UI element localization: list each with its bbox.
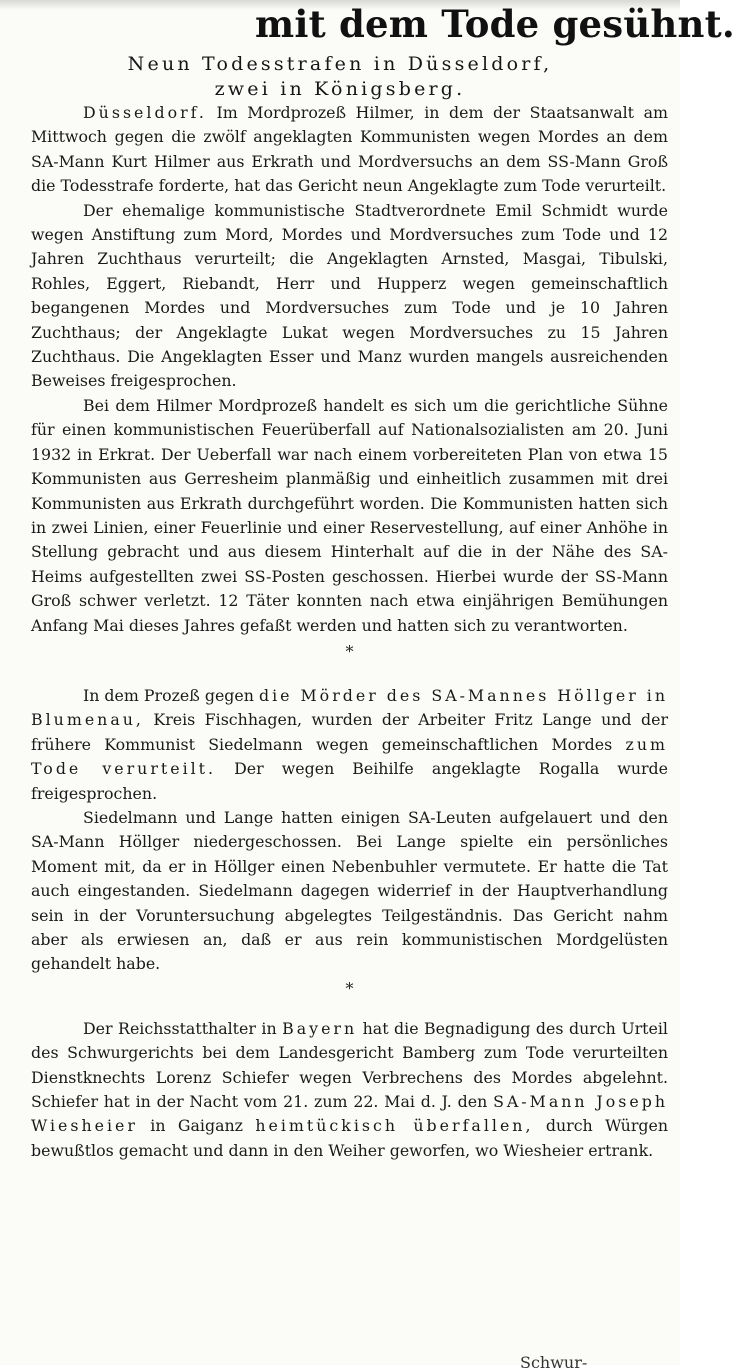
paragraph-6-spaced-3: heimtückisch überfallen, [255,1116,534,1136]
paragraph-sentences: Der ehemalige kommunistische Stadtverordnete Emil Schmidt wurde wegen Anstiftung zum Mord, Mordes und Mordversuches zum Tode und 12 Jahren Zuchthaus verurteilt; die Angeklagten Arnsted, Masgai, Tibulski, Rohles, Eggert, Riebandt, Herr und Hupperz wegen gemeinschaftlich begangenen Mordes und Mordversuches zum Tode und je 10 Jahren Zuchthaus; der Angeklagte Lukat wegen Mordversuches zu 15 Jahren Zuchthaus. Die Angeklagten Esser und Manz wurden mangels ausreichenden Beweises freigesprochen. [31,200,668,391]
section-divider-star-1: * [345,641,354,661]
paragraph-koenigsberg-details: Siedelmann und Lange hatten einigen SA-Leuten aufgelauert und den SA-Mann Höllger niedergeschossen. Bei Lange spielte ein persönliches Moment mit, da er in Höllger einen Nebenbuhler vermutete. Er hatte die Tat auch eingestanden. Siedelmann dagegen widerrief in der Hauptverhandlung sein in der Voruntersuchung abgelegtes Teilgeständnis. Das Gericht nahm aber als erwiesen an, daß er aus rein kommunistischen Mordgelüsten gehandelt habe. [31,807,668,974]
article-body [31,101,668,1163]
article-subheadline [60,52,620,102]
paragraph-6-text-b: hat die Begnadigung des durch Urteil des Schwurgerichts bei dem Landesgericht Bamberg zum Tode verurteilten Dienstknechts Lorenz Schiefer wegen Verbrechens des Mordes abgelehnt. Schiefer hat in der Nacht vom 21. zum 22. Mai d. J. den [31,1018,668,1112]
paragraph-6-text-a: Der Reichsstatthalter in [83,1018,283,1038]
paragraph-duesseldorf-verdict [31,101,668,199]
paragraph-6-spaced-1: Bayern [282,1018,358,1038]
paragraph-background: Bei dem Hilmer Mordprozeß handelt es sich um die gerichtliche Sühne für einen kommunistischen Feuerüberfall auf Nationalsozialisten am 20. Juni 1932 in Erkrat. Der Ueberfall war nach einem vorbereiteten Plan von etwa 15 Kommunisten aus Gerresheim planmäßig und einheitlich zusammen mit drei Kommunisten aus Erkrath durchgeführt worden. Die Kommunisten hatten sich in zwei Linien, einer Feuerlinie und einer Reservestellung, auf einer Anhöhe in Stellung gebracht und aus diesem Hinterhalt auf die in der Nähe des SA-Heims aufgestellten zwei SS-Posten geschossen. Hierbei wurde der SS-Mann Groß schwer verletzt. 12 Täter konnten nach etwa einjährigen Bemühungen Anfang Mai dieses Jahres gefaßt werden und hatten sich zu verantworten. [31,395,668,635]
paragraph-bavaria-pardon [31,1017,668,1163]
cut-off-next-line: Schwur- [520,1353,588,1372]
dateline-city: Düsseldorf. [83,103,207,122]
paragraph-6-spaced-2: SA-Mann Joseph Wiesheier [31,1092,668,1136]
subhead-line-1: Neun Todesstrafen in Düsseldorf, [127,53,553,75]
article-headline: mit dem Tode gesühnt. [255,2,735,46]
section-divider-star-2: * [345,978,354,998]
paragraph-6-text-c: in Gaiganz [137,1116,256,1136]
paragraph-6-text-d: durch Würgen bewußtlos gemacht und dann in den Weiher geworfen, wo Wiesheier ertrank. [31,1116,669,1160]
paragraph-koenigsberg-verdict [31,684,668,806]
paragraph-4-text-b: Kreis Fischhagen, wurden der Arbeiter Fritz Lange und der frühere Kommunist Siedelmann wegen gemeinschaftlichen Mordes [31,710,668,754]
paragraph-4-text-a: In dem Prozeß gegen [83,685,259,705]
paragraph-4-text-c: Der wegen Beihilfe angeklagte Rogalla wurde freigesprochen. [31,759,668,803]
paragraph-4-spaced-2: zum Tode verurteilt. [31,734,668,779]
paragraph-4-spaced-1: die Mörder des SA-Mannes Höllger in Blumenau, [31,685,669,730]
paragraph-1-text: Im Mordprozeß Hilmer, in dem der Staatsanwalt am Mittwoch gegen die zwölf angeklagten Kommunisten wegen Mordes an dem SA-Mann Kurt Hilmer aus Erkrath und Mordversuchs an dem SS-Mann Groß die Todesstrafe forderte, hat das Gericht neun Angeklagte zum Tode verurteilt. [31,103,668,196]
subhead-line-2: zwei in Königsberg. [214,78,466,100]
